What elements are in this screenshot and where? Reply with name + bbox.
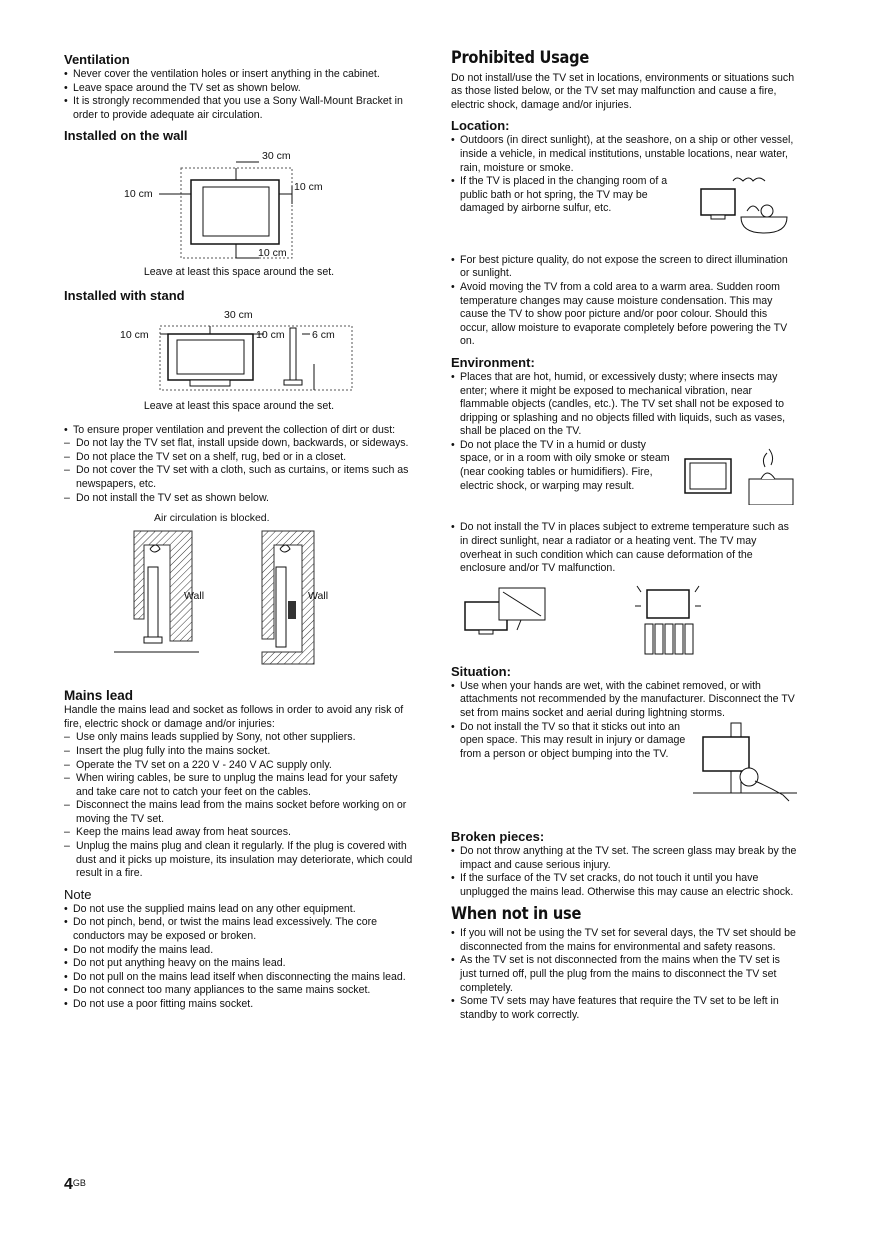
label-side: 6 cm [312, 328, 335, 341]
location-item-2-text: If the TV is placed in the changing room of a public bath or hot spring, the TV may be damaged by airborne sulfur, etc. [460, 175, 668, 215]
list-item: • Places that are hot, humid, or excessively dusty; where insects may enter; where it might be exposed to mechanical vibration, near flammable objects (candles, etc.). The TV set shall not be exposed to dripping or splashing and no objects filled with liquids, such as vases, shall be placed on the TV. [451, 371, 797, 439]
list-item [451, 721, 797, 762]
environment-item-2-text: Do not place the TV in a humid or dusty space, or in a room with oily smoke or steam (near cooking tables or humidifiers). Fire, electric shock, or warping may result. [460, 438, 670, 492]
list-item: • Do not use the supplied mains lead on any other equipment. [64, 903, 414, 917]
list-item: • Do not put anything heavy on the mains lead. [64, 957, 414, 971]
stand-install-title: Installed with stand [64, 287, 185, 303]
list-item: • Do not throw anything at the TV set. The screen glass may break by the impact and cause serious injury. [451, 845, 797, 872]
mains-intro: Handle the mains lead and socket as follows in order to avoid any risk of fire, electric shock or damage and/or injuries: [64, 704, 404, 730]
label-left: 10 cm [120, 328, 149, 341]
label-top: 30 cm [262, 150, 291, 163]
list-item: • It is strongly recommended that you use a Sony Wall-Mount Bracket in order to provide adequate air circulation. [64, 95, 414, 122]
humid-room-illustration [679, 439, 797, 510]
mains-list [64, 731, 414, 881]
notinuse-list [451, 927, 797, 1022]
wall-label-2: Wall [308, 590, 329, 603]
label-right: 10 cm [256, 328, 285, 341]
list-item: • Do not use a poor fitting mains socket. [64, 998, 414, 1012]
list-item: • If the surface of the TV set cracks, do not touch it until you have unplugged the mains lead. Otherwise this may cause an electric shock. [451, 872, 797, 899]
broken-list [451, 845, 797, 899]
left-column [64, 52, 414, 1012]
list-item: – Do not cover the TV set with a cloth, such as curtains, or items such as newspapers, etc. [64, 464, 414, 491]
prohibited-intro: Do not install/use the TV set in locations, environments or situations such as those listed below, or the TV set may malfunction and cause a fire, electric shock, damage and/or injuries. [451, 71, 795, 111]
environment-title: Environment: [451, 354, 535, 370]
list-item: • Do not connect too many appliances to the same mains socket. [64, 984, 414, 998]
label-top: 30 cm [224, 308, 253, 321]
situation-item-2-text: Do not install the TV so that it sticks out into an open space. This may result in injury or damage from a person or object bumping into the TV. [460, 720, 686, 760]
list-item [451, 175, 797, 216]
mains-title: Mains lead [64, 688, 134, 704]
protruding-tv-illustration [693, 721, 797, 810]
list-item: • Do not pull on the mains lead itself when disconnecting the mains lead. [64, 971, 414, 985]
list-item: – Insert the plug fully into the mains socket. [64, 745, 414, 759]
broken-title: Broken pieces: [451, 829, 545, 845]
list-item: – Operate the TV set on a 220 V - 240 V AC supply only. [64, 759, 414, 773]
wall-label-1: Wall [184, 590, 205, 603]
list-item: – Unplug the mains plug and clean it regularly. If the plug is covered with dust and it picks up moisture, its insulation may deteriorate, which could result in a fire. [64, 840, 414, 881]
wall-clearance-diagram [64, 144, 414, 266]
list-item: – Do not place the TV set on a shelf, rug, bed or in a closet. [64, 451, 414, 465]
note-title: Note [64, 886, 92, 902]
list-item: – Keep the mains lead away from heat sources. [64, 826, 414, 840]
stand-clearance-diagram [64, 304, 414, 400]
stand-caption: Leave at least this space around the set. [143, 399, 335, 412]
prohibited-title: Prohibited Usage [451, 48, 590, 68]
list-item: • Do not modify the mains lead. [64, 944, 414, 958]
list-item: • Some TV sets may have features that require the TV set to be left in standby to work correctly. [451, 995, 797, 1022]
label-left: 10 cm [124, 188, 153, 201]
list-item: • Use when your hands are wet, with the cabinet removed, or with attachments not recommended by the manufacturer. Disconnect the TV set from mains socket and aerial during lightning storms. [451, 680, 797, 721]
list-item: • Never cover the ventilation holes or insert anything in the cabinet. [64, 68, 414, 82]
dust-sublist [64, 437, 414, 505]
list-item: • Do not pinch, bend, or twist the mains lead excessively. The core conductors may be exposed or broken. [64, 916, 414, 943]
list-item: • If you will not be using the TV set for several days, the TV set should be disconnected from the mains for environmental and safety reasons. [451, 927, 797, 954]
page-number [64, 1176, 86, 1194]
right-column [451, 48, 797, 1022]
page-number-value: 4 [64, 1176, 73, 1193]
list-item: – Disconnect the mains lead from the mains socket before working on or moving the TV set. [64, 799, 414, 826]
wall-caption: Leave at least this space around the set. [143, 266, 335, 279]
blocked-caption: Air circulation is blocked. [154, 512, 270, 525]
heat-sources-illustration [451, 576, 797, 658]
page-number-suffix: GB [72, 1178, 86, 1188]
tv-side-outline [290, 328, 296, 380]
list-item: • Avoid moving the TV from a cold area to a warm area. Sudden room temperature changes may cause moisture condensation. This may cause the TV to show poor picture and/or poor colour. Should this occur, allow moisture to evaporate completely before powering the TV on. [451, 281, 797, 349]
ventilation-list [64, 68, 414, 122]
list-item: – Use only mains leads supplied by Sony, not other suppliers. [64, 731, 414, 745]
list-item: • As the TV set is not disconnected from the mains when the TV set is just turned off, pull the plug from the mains to disconnect the TV set completely. [451, 954, 797, 995]
list-item: – When wiring cables, be sure to unplug the mains lead for your safety and take care not to catch your feet on the cables. [64, 772, 414, 799]
tv-outline [191, 180, 279, 244]
list-item: • To ensure proper ventilation and prevent the collection of dirt or dust: [64, 424, 414, 438]
blocked-airflow-diagram [64, 509, 414, 679]
list-item: – Do not install the TV set as shown below. [64, 492, 414, 506]
ventilation-title: Ventilation [64, 52, 130, 67]
label-bottom: 10 cm [258, 247, 287, 260]
situation-list [451, 680, 797, 829]
location-list [451, 134, 797, 349]
list-item: • For best picture quality, do not expose the screen to direct illumination or sunlight. [451, 254, 797, 281]
dust-list [64, 424, 414, 438]
list-item: • Outdoors (in direct sunlight), at the seashore, on a ship or other vessel, inside a vehicle, in medical institutions, unstable locations, near water, rain, moisture or smoke. [451, 134, 797, 175]
label-right: 10 cm [294, 181, 323, 194]
notinuse-title: When not in use [451, 903, 582, 924]
bath-illustration [697, 175, 797, 246]
location-title: Location: [451, 118, 510, 134]
list-item [451, 439, 797, 493]
note-list [64, 903, 414, 1012]
tv-outline [168, 334, 253, 380]
situation-title: Situation: [451, 663, 511, 679]
list-item: • Do not install the TV in places subject to extreme temperature such as in direct sunlight, near a radiator or a heating vent. The TV may overheat in such condition which can cause deformation of the enclosure and/or TV malfunction. [451, 521, 797, 575]
list-item: • Leave space around the TV set as shown below. [64, 82, 414, 96]
list-item: – Do not lay the TV set flat, install upside down, backwards, or sideways. [64, 437, 414, 451]
wall-install-title: Installed on the wall [64, 128, 188, 144]
environment-list [451, 371, 797, 576]
